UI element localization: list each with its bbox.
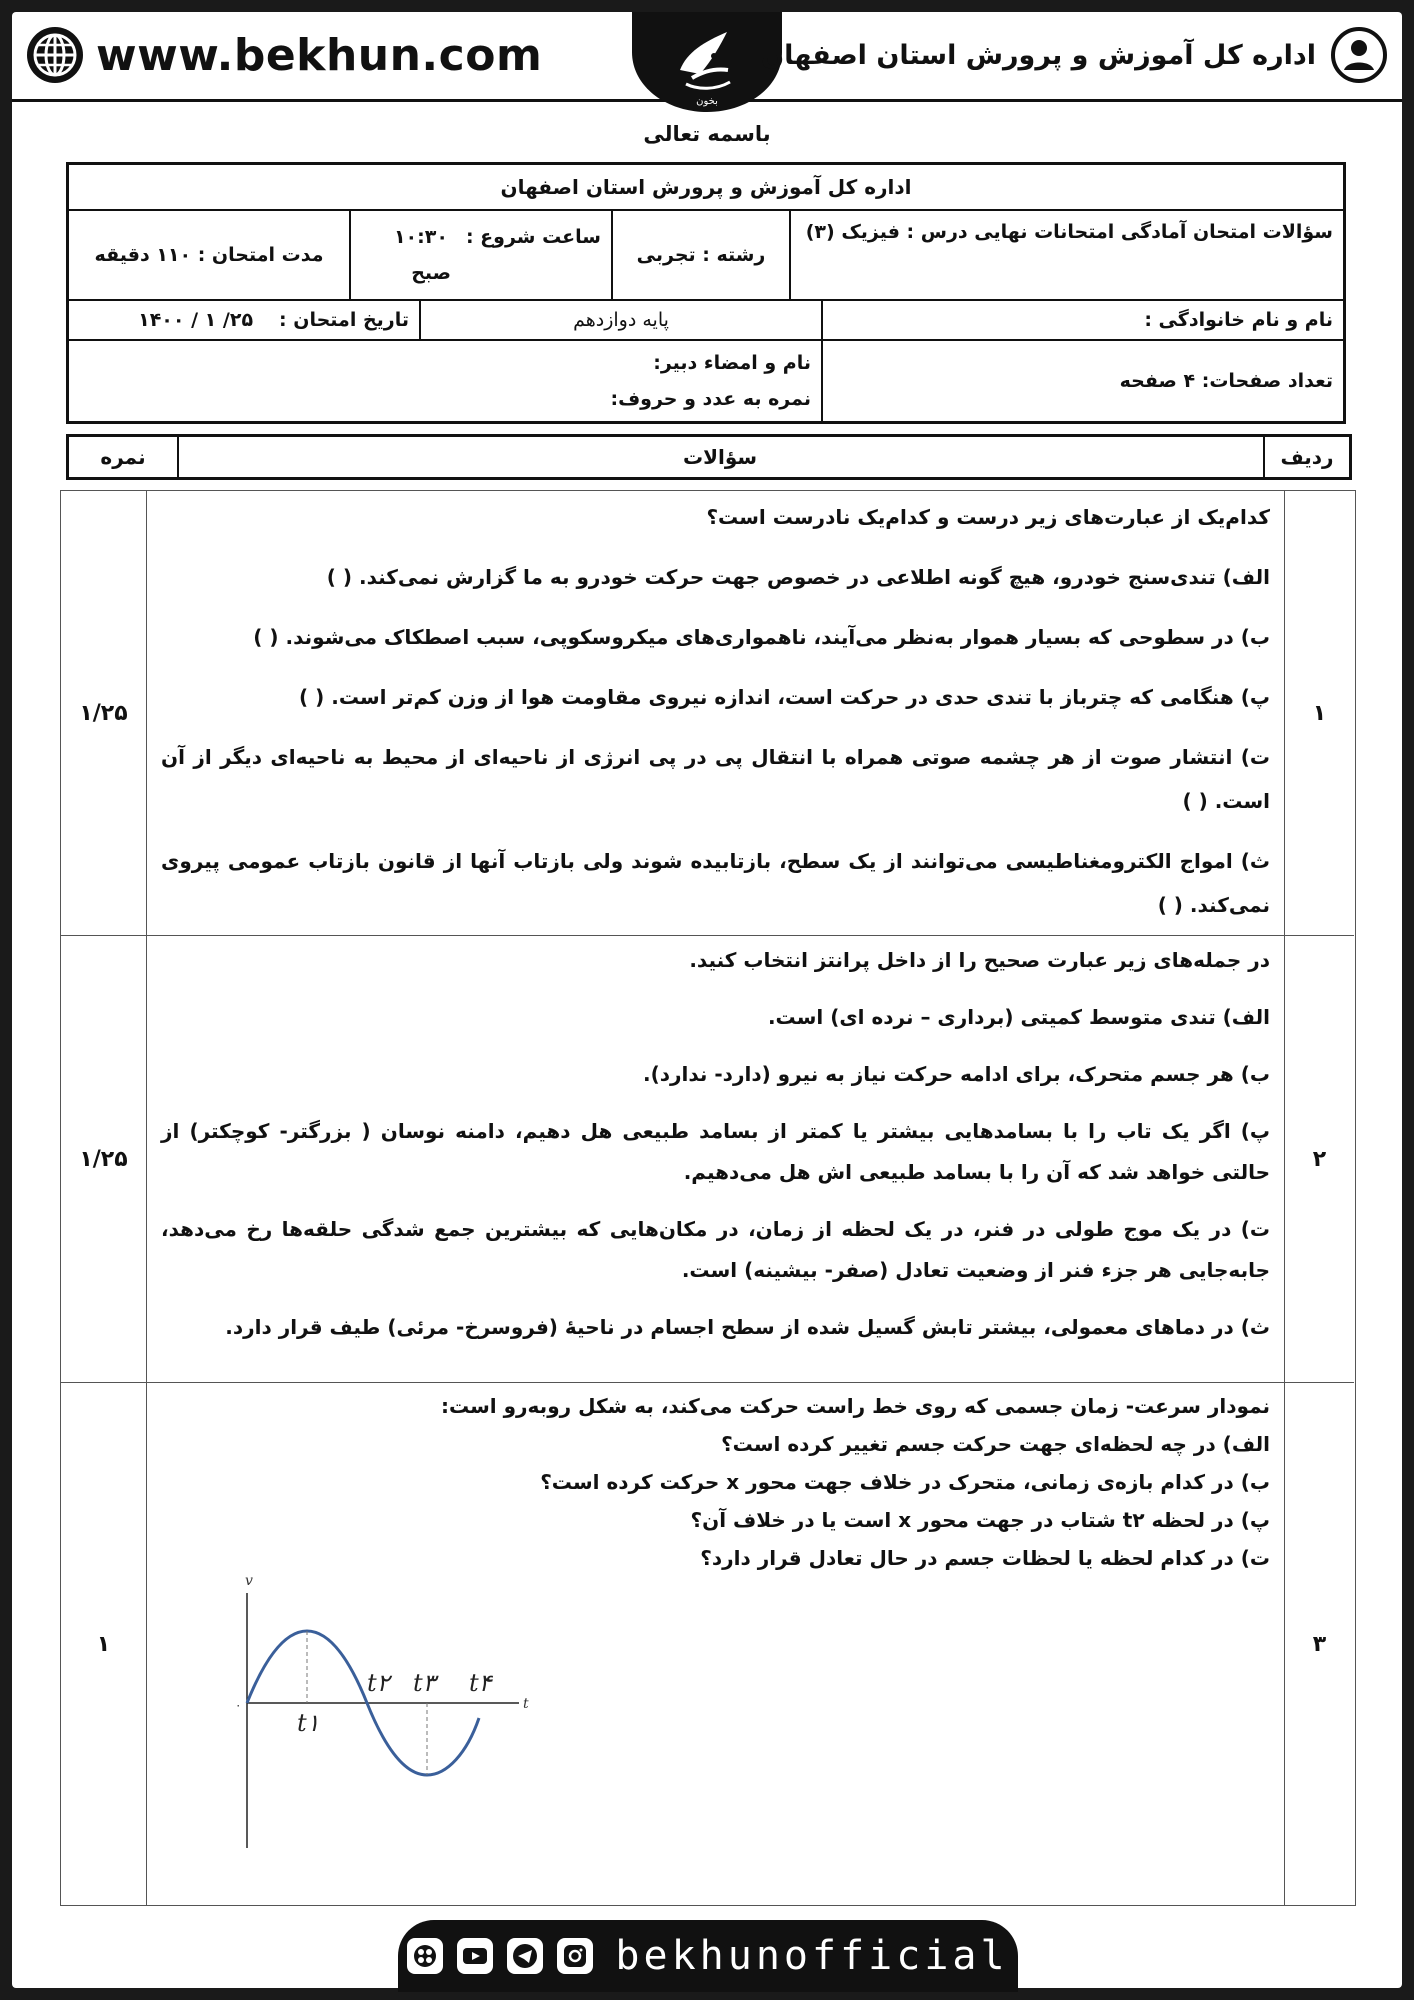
question-row xyxy=(61,491,1354,936)
col-row-header: ردیف xyxy=(1263,437,1349,477)
bekhun-logo xyxy=(632,12,782,112)
exam-info-table xyxy=(66,162,1346,424)
site-url-group[interactable] xyxy=(26,26,542,84)
question-item: ب) در سطوحی که بسیار هموار به‌نظر می‌آیند، ناهمواری‌های میکروسکوپی، سبب اصطکاک می‌شوند. ( ) xyxy=(253,625,1270,649)
instagram-icon[interactable] xyxy=(557,1938,593,1974)
info-grade: پایه دوازدهم xyxy=(573,309,669,331)
globe-icon xyxy=(26,26,84,84)
info-subject: سؤالات امتحان آمادگی امتحانات نهایی درس : فیزیک (۳) xyxy=(805,221,1333,243)
social-handle[interactable]: bekhunofficial xyxy=(615,1933,1009,1979)
aparat-icon[interactable] xyxy=(407,1938,443,1974)
info-student-name: نام و نام خانوادگی : xyxy=(1144,309,1333,331)
info-field: رشته : تجربی xyxy=(636,244,766,266)
question-item: ت) در کدام لحظه یا لحظات جسم در حال تعادل قرار دارد؟ xyxy=(700,1546,1270,1570)
questions-table xyxy=(60,490,1356,1906)
question-item: ب) در کدام بازه‌ی زمانی، متحرک در خلاف جهت محور x حرکت کرده است؟ xyxy=(540,1470,1270,1494)
question-item: ث) در دماهای معمولی، بیشتر تابش گسیل شده از سطح اجسام در ناحیهٔ (فروسرخ- مرئی) طیف قرار دارد. xyxy=(225,1315,1270,1339)
page-frame xyxy=(12,12,1402,1988)
info-teacher-block xyxy=(69,341,821,421)
telegram-icon[interactable] xyxy=(507,1938,543,1974)
question-item: پ) در لحظه t۲ شتاب در جهت محور x است یا در خلاف آن؟ xyxy=(690,1508,1270,1532)
v-axis-label: v xyxy=(245,1573,253,1589)
social-footer xyxy=(398,1920,1018,1992)
question-row xyxy=(61,1383,1354,1905)
question-prompt: در جمله‌های زیر عبارت صحیح را از داخل پرانتز انتخاب کنید. xyxy=(689,948,1270,972)
question-number: ۳ xyxy=(1284,1383,1354,1905)
site-header xyxy=(12,12,1402,107)
t-axis-label: t xyxy=(523,1696,529,1712)
info-teacher: نام و امضاء دبیر: xyxy=(653,352,811,374)
question-item: ت) انتشار صوت از هر چشمه صوتی همراه با انتقال پی در پی انرژی از ناحیه‌ای از محیط به ناحیه‌ای دیگر از آن است. ( ) xyxy=(161,745,1270,813)
velocity-time-graph xyxy=(147,1563,547,1853)
question-number: ۲ xyxy=(1284,936,1354,1382)
start-time-period: صبح xyxy=(411,262,451,284)
info-pages: تعداد صفحات: ۴ صفحه xyxy=(1119,370,1333,392)
start-time-value: ۱۰:۳۰ xyxy=(393,226,448,248)
question-item: پ) اگر یک تاب را با بسامدهایی بیشتر یا کمتر از بسامد طبیعی هل دهیم، دامنه نوسان ( بزرگتر- کوچکتر) از حالتی خواهد شد که آن را با بسامد طبیعی اش هل می‌دهیم. xyxy=(161,1119,1270,1184)
question-body xyxy=(147,936,1284,1382)
info-org: اداره کل آموزش و پرورش استان اصفهان xyxy=(500,175,912,199)
t3-label: t۳ xyxy=(413,1669,436,1697)
origin-label: ۰ xyxy=(235,1698,242,1712)
info-duration: مدت امتحان : ۱۱۰ دقیقه xyxy=(94,244,324,266)
question-prompt: نمودار سرعت- زمان جسمی که روی خط راست حرکت می‌کند، به شکل روبه‌رو است: xyxy=(440,1394,1270,1418)
question-item: پ) هنگامی که چترباز با تندی حدی در حرکت است، اندازه نیروی مقاومت هوا از وزن کم‌تر است. ( ) xyxy=(299,685,1270,709)
t4-label: t۴ xyxy=(469,1669,492,1697)
page-title: باسمه تعالی xyxy=(643,122,771,146)
info-start-time xyxy=(351,211,611,299)
exam-date-value: ۲۵/ ۱ / ۱۴۰۰ xyxy=(138,309,254,331)
org-header xyxy=(761,26,1388,84)
youtube-icon[interactable] xyxy=(457,1938,493,1974)
question-row xyxy=(61,936,1354,1383)
question-item: ب) هر جسم متحرک، برای ادامه حرکت نیاز به نیرو (دارد- ندارد). xyxy=(642,1062,1270,1086)
t1-label: t۱ xyxy=(297,1709,320,1737)
question-body xyxy=(147,491,1284,935)
question-item: الف) تندی‌سنج خودرو، هیچ گونه اطلاعی در خصوص جهت حرکت خودرو به ما گزارش نمی‌کند. ( ) xyxy=(326,565,1270,589)
site-url-text[interactable]: www.bekhun.com xyxy=(96,29,543,81)
question-item: ث) امواج الکترومغناطیسی می‌توانند از یک سطح، بازتابیده شوند ولی بازتاب آنها از قانون بازتاب عمومی پیروی نمی‌کند. ( ) xyxy=(161,849,1270,917)
question-score: ۱/۲۵ xyxy=(61,491,147,935)
exam-date-label: تاریخ امتحان : xyxy=(279,309,409,331)
question-score: ۱ xyxy=(61,1383,147,1905)
svg-text:بخون: بخون xyxy=(696,96,718,107)
question-prompt: کدام‌یک از عبارت‌های زیر درست و کدام‌یک نادرست است؟ xyxy=(706,505,1270,529)
question-score: ۱/۲۵ xyxy=(61,936,147,1382)
question-item: الف) در چه لحظه‌ای جهت حرکت جسم تغییر کرده است؟ xyxy=(721,1432,1270,1456)
start-time-label: ساعت شروع : xyxy=(465,226,601,248)
question-item: ت) در یک موج طولی در فنر، در یک لحظه از زمان، در مکان‌هایی که بیشترین جمع شدگی حلقه‌ها رخ می‌دهد، جابه‌جایی هر جزء فنر از وضعیت تعادل (صفر- بیشینه) است. xyxy=(161,1217,1270,1282)
questions-header xyxy=(66,434,1352,480)
info-score-words: نمره به عدد و حروف: xyxy=(610,388,811,410)
user-icon xyxy=(1330,26,1388,84)
col-questions-header: سؤالات xyxy=(682,445,758,469)
question-item: الف) تندی متوسط کمیتی (برداری – نرده ای) است. xyxy=(767,1005,1270,1029)
org-header-text: اداره کل آموزش و پرورش استان اصفهان xyxy=(761,39,1316,71)
info-exam-date xyxy=(69,301,419,339)
question-number: ۱ xyxy=(1284,491,1354,935)
t2-label: t۲ xyxy=(367,1669,390,1697)
col-score-header: نمره xyxy=(69,437,179,477)
